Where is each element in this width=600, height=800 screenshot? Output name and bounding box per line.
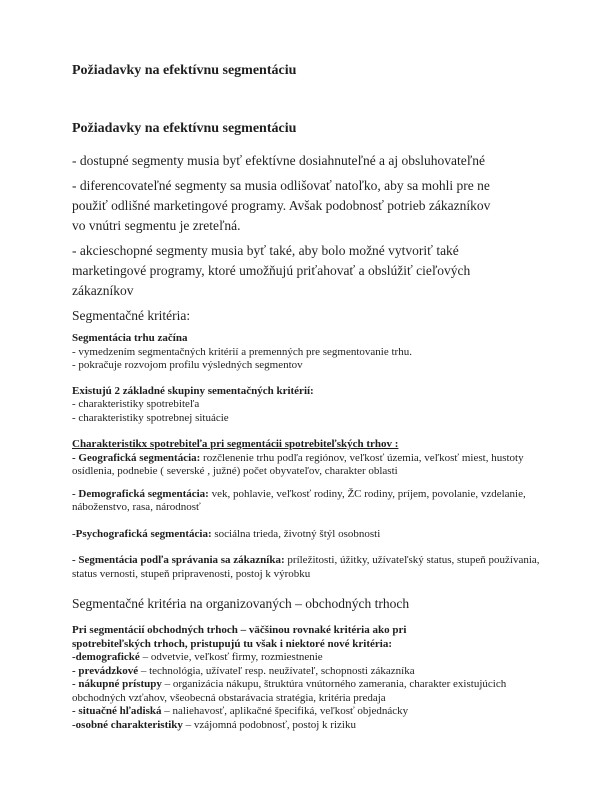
item-rest: príležitosti, úžitky, užívateľský status, stupeň používania, status vernosti, stupeň pripravenosti, postoj k výrobku bbox=[72, 554, 540, 580]
paragraph-line: zákazníkov bbox=[72, 283, 134, 298]
item-rest: rozčlenenie trhu podľa regiónov, veľkosť územia, veľkosť miest, hustoty osídlenia, podnebie ( severské , južné) počet obyvateľov, charakter oblasti bbox=[72, 451, 524, 477]
paragraph-diferencovatelne bbox=[72, 176, 544, 236]
item-lead: - prevádzkové bbox=[72, 664, 139, 677]
item-rest: sociálna trieda, životný štýl osobnosti bbox=[211, 527, 381, 540]
list-item: - pokračuje rozvojom profilu výsledných segmentov bbox=[72, 359, 303, 371]
item-spravanie-zakaznika bbox=[72, 554, 542, 581]
paragraph-line: použiť odlišné marketingové programy. Avšak podobnosť potrieb zákazníkov bbox=[72, 198, 491, 213]
paragraph-line: - diferencovateľné segmenty sa musia odlišovať natoľko, aby sa mohli pre ne bbox=[72, 178, 490, 193]
list-item: - vymedzením segmentačných kritérií a premenných pre segmentovanie trhu. bbox=[72, 345, 412, 358]
section-head-line: Pri segmentácií obchodných trhoch – väčšinou rovnaké kritéria ako pri bbox=[72, 624, 407, 636]
list-item: - charakteristiky spotrebnej situácie bbox=[72, 411, 229, 424]
section-head: Segmentácia trhu začína bbox=[72, 332, 188, 344]
paragraph-line: - akcieschopné segmenty musia byť také, aby bolo možné vytvoriť také bbox=[72, 243, 459, 258]
section-heading-repeat: Požiadavky na efektívnu segmentáciu bbox=[72, 121, 297, 136]
item-lead: - situačné hľadiská bbox=[72, 705, 162, 717]
section-obchodne-trhy bbox=[72, 624, 542, 732]
item-geograficka bbox=[72, 452, 542, 479]
item-rest: – odvetvie, veľkosť firmy, rozmiestnenie bbox=[139, 651, 323, 663]
section-charakteristiky-spotrebitela bbox=[72, 438, 544, 479]
item-demograficke bbox=[72, 651, 542, 665]
item-lead: -osobné charakteristiky bbox=[72, 718, 183, 731]
underlined-heading: Charakteristikx spotrebiteľa pri segmentácii spotrebiteľských trhov : bbox=[72, 438, 399, 450]
item-rest: – technológia, užívateľ resp. neužívateľ, schopnosti zákazníka bbox=[138, 664, 415, 677]
item-psychograficka bbox=[72, 528, 542, 542]
item-lead: - Geografická segmentácia: bbox=[72, 451, 201, 464]
item-rest: – vzájomná podobnosť, postoj k riziku bbox=[182, 718, 356, 731]
item-prevadzkove bbox=[72, 665, 542, 679]
section-segmentacia-trhu-zacina bbox=[72, 332, 544, 373]
item-rest: – naliehavosť, aplikačné špecifiká, veľkosť objednácky bbox=[161, 705, 409, 717]
item-rest: vek, pohlavie, veľkosť rodiny, ŽC rodiny, príjem, povolanie, vzdelanie, náboženstvo, rasa, národnosť bbox=[72, 487, 526, 513]
section-head: Existujú 2 základné skupiny sementačných kritérií: bbox=[72, 384, 314, 397]
item-lead: -demografické bbox=[72, 651, 140, 663]
section-dve-skupiny-kriterii bbox=[72, 385, 544, 426]
item-rest: – organizácia nákupu, štruktúra vnútorného zamerania, charakter existujúcich obchodných vzťahov, všeobecná obstarávacia stratégia, kritéria predaja bbox=[72, 678, 507, 704]
paragraph-line: - dostupné segmenty musia byť efektívne dosiahnuteľné a aj obsluhovateľné bbox=[72, 153, 486, 168]
paragraph-dostupne bbox=[72, 151, 544, 171]
document-title: Požiadavky na efektívnu segmentáciu bbox=[72, 63, 297, 78]
list-item: - charakteristiky spotrebiteľa bbox=[72, 398, 200, 410]
item-osobne-charakteristiky bbox=[72, 719, 542, 733]
subheading-organizovane-trhy: Segmentačné kritéria na organizovaných – obchodných trhoch bbox=[72, 596, 410, 611]
item-lead: - nákupné prístupy bbox=[72, 678, 162, 690]
item-lead: - Segmentácia podľa správania sa zákazníka: bbox=[72, 554, 285, 566]
section-head-line: spotrebiteľských trhoch, pristupujú tu však i niektoré nové kritéria: bbox=[72, 637, 392, 650]
paragraph-akcieschopne bbox=[72, 241, 544, 301]
item-demograficka bbox=[72, 488, 542, 515]
subheading-segmentacne-kriteria: Segmentačné kritéria: bbox=[72, 308, 191, 323]
item-nakupne-pristupy bbox=[72, 678, 542, 705]
item-lead: -Psychografická segmentácia: bbox=[72, 527, 212, 540]
item-lead: - Demografická segmentácia: bbox=[72, 487, 209, 500]
paragraph-line: marketingové programy, ktoré umožňujú priťahovať a obslúžiť cieľových bbox=[72, 263, 471, 278]
item-situacne-hladiska bbox=[72, 705, 542, 719]
paragraph-line: vo vnútri segmentu je zreteľná. bbox=[72, 218, 241, 233]
